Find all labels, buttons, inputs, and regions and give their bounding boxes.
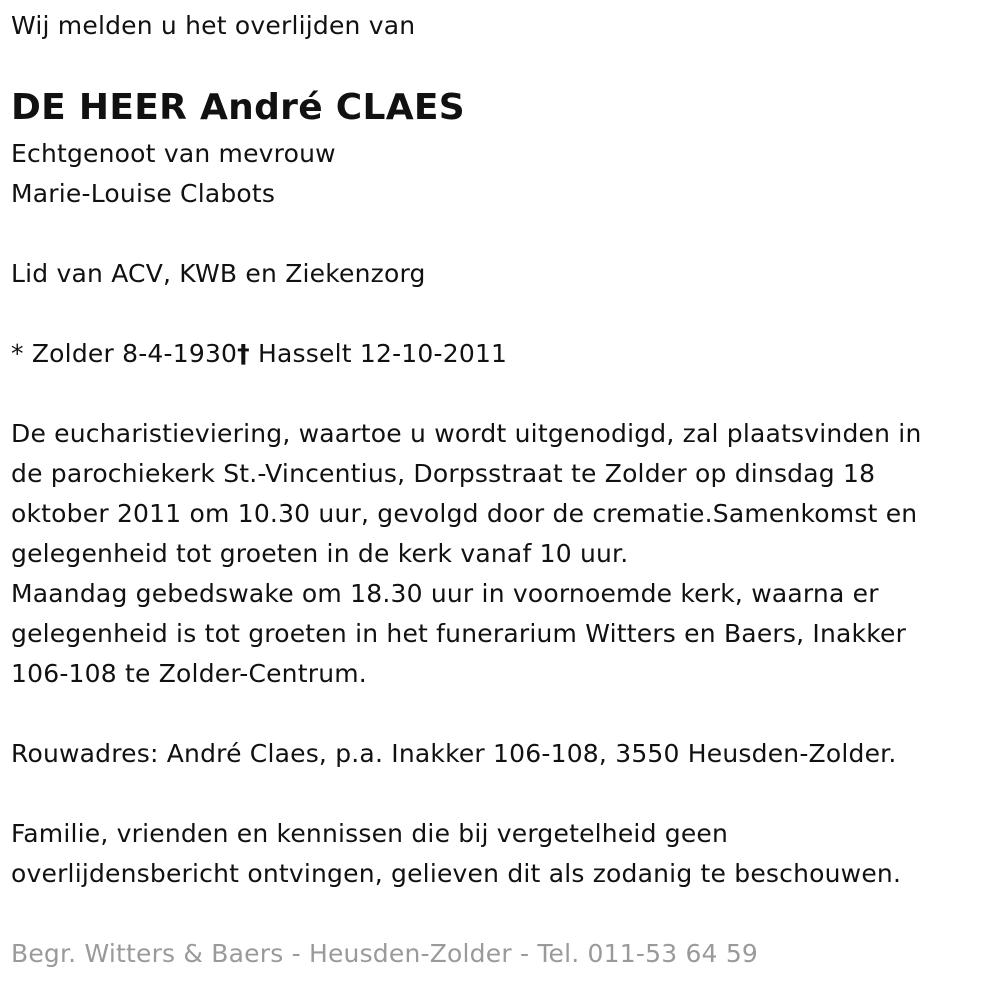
mourning-address: Rouwadres: André Claes, p.a. Inakker 106-108, 3550 Heusden-Zolder.	[11, 739, 897, 768]
address-block	[11, 734, 897, 774]
spouse-line-1: Echtgenoot van mevrouw	[11, 139, 336, 168]
family-block	[11, 814, 901, 894]
ceremony-line: oktober 2011 om 10.30 uur, gevolgd door de crematie.Samenkomst en	[11, 499, 918, 528]
dates-block	[11, 334, 507, 374]
membership-block	[11, 254, 426, 294]
ceremony-line: de parochiekerk St.-Vincentius, Dorpsstraat te Zolder op dinsdag 18	[11, 459, 876, 488]
ceremony-line: gelegenheid is tot groeten in het funerarium Witters en Baers, Inakker	[11, 619, 907, 648]
dates-line	[11, 334, 507, 374]
birth-info: * Zolder 8-4-1930	[11, 339, 238, 368]
family-line: Familie, vrienden en kennissen die bij vergetelheid geen	[11, 819, 729, 848]
ceremony-line: 106-108 te Zolder-Centrum.	[11, 659, 367, 688]
spouse-block	[11, 134, 336, 214]
family-line: overlijdensbericht ontvingen, gelieven dit als zodanig te beschouwen.	[11, 859, 902, 888]
membership-text: Lid van ACV, KWB en Ziekenzorg	[11, 259, 426, 288]
cross-icon: †	[237, 339, 250, 368]
intro-text: Wij melden u het overlijden van	[11, 11, 416, 40]
funeral-home-footer: Begr. Witters & Baers - Heusden-Zolder - Tel. 011-53 64 59	[11, 939, 759, 968]
spouse-line-2: Marie-Louise Clabots	[11, 179, 276, 208]
death-info: Hasselt 12-10-2011	[249, 339, 508, 368]
ceremony-line: Maandag gebedswake om 18.30 uur in voornoemde kerk, waarna er	[11, 579, 879, 608]
ceremony-block	[11, 414, 922, 694]
ceremony-line: De eucharistieviering, waartoe u wordt uitgenodigd, zal plaatsvinden in	[11, 419, 922, 448]
ceremony-line: gelegenheid tot groeten in de kerk vanaf 10 uur.	[11, 539, 629, 568]
deceased-name: DE HEER André CLAES	[11, 87, 465, 128]
